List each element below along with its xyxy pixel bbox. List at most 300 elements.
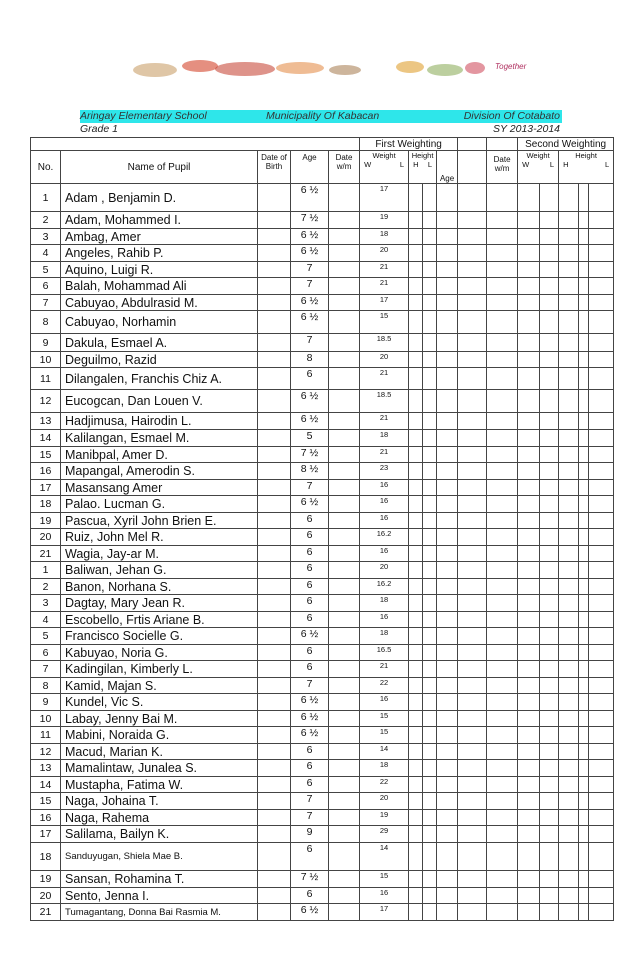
empty-cell bbox=[579, 463, 589, 480]
empty-cell bbox=[589, 513, 614, 529]
date-wm-cell bbox=[329, 711, 360, 727]
empty-cell bbox=[487, 645, 518, 661]
empty-cell bbox=[579, 595, 589, 612]
pupil-name: Cabuyao, Abdulrasid M. bbox=[61, 295, 258, 311]
empty-cell bbox=[437, 579, 458, 595]
empty-cell bbox=[437, 447, 458, 463]
date-wm-cell bbox=[329, 463, 360, 480]
empty-cell bbox=[540, 645, 559, 661]
age-cell: 6 bbox=[291, 777, 329, 793]
row-number: 19 bbox=[31, 513, 61, 529]
empty-cell bbox=[409, 184, 423, 212]
weight-cell: 21 bbox=[360, 368, 409, 390]
date-wm-cell bbox=[329, 562, 360, 579]
empty-cell bbox=[409, 368, 423, 390]
l-label-2: L bbox=[427, 160, 433, 169]
row-number: 13 bbox=[31, 413, 61, 430]
empty-cell bbox=[518, 826, 540, 843]
empty-cell bbox=[458, 334, 487, 352]
empty-cell bbox=[559, 612, 579, 628]
name-header: Name of Pupil bbox=[61, 151, 258, 184]
pupil-name: Kundel, Vic S. bbox=[61, 694, 258, 711]
empty-cell bbox=[589, 278, 614, 295]
row-number: 10 bbox=[31, 352, 61, 368]
empty-cell bbox=[540, 245, 559, 262]
weight-cell: 19 bbox=[360, 212, 409, 229]
date-wm-cell bbox=[329, 727, 360, 744]
weight-cell: 21 bbox=[360, 413, 409, 430]
empty-cell bbox=[437, 184, 458, 212]
empty-cell bbox=[518, 628, 540, 645]
empty-cell bbox=[437, 628, 458, 645]
empty-cell bbox=[487, 793, 518, 810]
table-row bbox=[31, 413, 614, 430]
pupil-name: Kadingilan, Kimberly L. bbox=[61, 661, 258, 678]
empty-cell bbox=[487, 579, 518, 595]
dob-cell bbox=[258, 480, 291, 496]
empty-cell bbox=[518, 744, 540, 760]
empty-cell bbox=[458, 888, 487, 904]
empty-cell bbox=[518, 295, 540, 311]
empty-cell bbox=[589, 628, 614, 645]
empty-cell bbox=[487, 352, 518, 368]
dob-cell bbox=[258, 262, 291, 278]
grade-label: Grade 1 bbox=[80, 123, 118, 135]
empty-cell bbox=[437, 777, 458, 793]
empty-cell bbox=[559, 496, 579, 513]
decorative-banner bbox=[125, 56, 555, 84]
empty-cell bbox=[409, 480, 423, 496]
empty-cell bbox=[458, 871, 487, 888]
empty-cell bbox=[518, 777, 540, 793]
empty-cell bbox=[559, 727, 579, 744]
table-row bbox=[31, 430, 614, 447]
empty-cell bbox=[423, 711, 437, 727]
empty-cell bbox=[437, 661, 458, 678]
weight-cell: 20 bbox=[360, 352, 409, 368]
row-number: 13 bbox=[31, 760, 61, 777]
empty-cell bbox=[409, 612, 423, 628]
empty-cell bbox=[487, 871, 518, 888]
date-wm-cell bbox=[329, 694, 360, 711]
empty-cell bbox=[437, 612, 458, 628]
empty-cell bbox=[518, 334, 540, 352]
empty-cell bbox=[540, 579, 559, 595]
age-cell: 6 ½ bbox=[291, 711, 329, 727]
empty-cell bbox=[540, 413, 559, 430]
table-row bbox=[31, 496, 614, 513]
empty-cell bbox=[559, 368, 579, 390]
empty-cell bbox=[579, 262, 589, 278]
age-header: Age bbox=[291, 151, 329, 184]
empty-cell bbox=[589, 546, 614, 562]
age-cell: 6 ½ bbox=[291, 496, 329, 513]
empty-cell bbox=[559, 430, 579, 447]
date-wm-cell bbox=[329, 678, 360, 694]
weight-label: Weight bbox=[372, 151, 396, 160]
pupil-name: Escobello, Frtis Ariane B. bbox=[61, 612, 258, 628]
empty-cell bbox=[409, 645, 423, 661]
municipality: Municipality Of Kabacan bbox=[266, 110, 380, 122]
empty-cell bbox=[518, 888, 540, 904]
empty-cell bbox=[437, 711, 458, 727]
table-row bbox=[31, 295, 614, 311]
blank-header-3 bbox=[487, 138, 518, 151]
empty-cell bbox=[518, 562, 540, 579]
weight-cell: 20 bbox=[360, 245, 409, 262]
empty-cell bbox=[409, 744, 423, 760]
dob-cell bbox=[258, 793, 291, 810]
empty-cell bbox=[559, 334, 579, 352]
pupil-name: Francisco Socielle G. bbox=[61, 628, 258, 645]
empty-cell bbox=[437, 810, 458, 826]
empty-cell bbox=[559, 871, 579, 888]
dob-cell bbox=[258, 661, 291, 678]
age-cell: 9 bbox=[291, 826, 329, 843]
empty-cell bbox=[579, 843, 589, 871]
weight-cell: 16 bbox=[360, 513, 409, 529]
pupil-name: Mapangal, Amerodin S. bbox=[61, 463, 258, 480]
weight-cell: 15 bbox=[360, 311, 409, 334]
date-wm-cell bbox=[329, 334, 360, 352]
empty-cell bbox=[409, 871, 423, 888]
table-row bbox=[31, 278, 614, 295]
dob-cell bbox=[258, 760, 291, 777]
empty-cell bbox=[579, 888, 589, 904]
empty-cell bbox=[579, 430, 589, 447]
row-number: 2 bbox=[31, 212, 61, 229]
second-weighting-header: Second Weighting bbox=[518, 138, 614, 151]
empty-cell bbox=[589, 262, 614, 278]
date-wm-cell bbox=[329, 645, 360, 661]
pupil-name: Adam , Benjamin D. bbox=[61, 184, 258, 212]
school-header bbox=[80, 110, 562, 123]
weight-cell: 18.5 bbox=[360, 334, 409, 352]
empty-cell bbox=[423, 727, 437, 744]
pupil-name: Wagia, Jay-ar M. bbox=[61, 546, 258, 562]
date-wm-cell bbox=[329, 513, 360, 529]
empty-cell bbox=[559, 546, 579, 562]
empty-cell bbox=[589, 334, 614, 352]
empty-cell bbox=[579, 529, 589, 546]
empty-cell bbox=[589, 777, 614, 793]
empty-cell bbox=[423, 295, 437, 311]
age-cell: 7 ½ bbox=[291, 212, 329, 229]
weight-cell: 14 bbox=[360, 843, 409, 871]
date-wm-cell bbox=[329, 810, 360, 826]
empty-cell bbox=[409, 496, 423, 513]
age-cell: 6 bbox=[291, 612, 329, 628]
dob-cell bbox=[258, 390, 291, 413]
empty-cell bbox=[437, 463, 458, 480]
empty-cell bbox=[423, 810, 437, 826]
date-wm-cell bbox=[329, 760, 360, 777]
weight-cell: 16 bbox=[360, 546, 409, 562]
date-wm-cell bbox=[329, 447, 360, 463]
date-wm-cell bbox=[329, 212, 360, 229]
empty-cell bbox=[423, 352, 437, 368]
table-row bbox=[31, 447, 614, 463]
pupil-name: Mamalintaw, Junalea S. bbox=[61, 760, 258, 777]
empty-cell bbox=[589, 871, 614, 888]
empty-cell bbox=[423, 447, 437, 463]
row-number: 14 bbox=[31, 430, 61, 447]
empty-cell bbox=[437, 480, 458, 496]
pupil-name: Macud, Marian K. bbox=[61, 744, 258, 760]
empty-cell bbox=[487, 463, 518, 480]
empty-cell bbox=[579, 480, 589, 496]
empty-cell bbox=[589, 430, 614, 447]
empty-cell bbox=[579, 744, 589, 760]
pupil-name: Balah, Mohammad Ali bbox=[61, 278, 258, 295]
pupil-name: Mabini, Noraida G. bbox=[61, 727, 258, 744]
empty-cell bbox=[487, 513, 518, 529]
dob-cell bbox=[258, 430, 291, 447]
empty-cell bbox=[437, 562, 458, 579]
pupil-name: Aquino, Luigi R. bbox=[61, 262, 258, 278]
weight-cell: 16.5 bbox=[360, 645, 409, 661]
age-cell: 6 ½ bbox=[291, 628, 329, 645]
empty-cell bbox=[423, 212, 437, 229]
empty-cell bbox=[437, 826, 458, 843]
row-number: 11 bbox=[31, 368, 61, 390]
empty-cell bbox=[487, 628, 518, 645]
empty-cell bbox=[559, 595, 579, 612]
empty-cell bbox=[423, 480, 437, 496]
empty-cell bbox=[589, 760, 614, 777]
empty-cell bbox=[579, 628, 589, 645]
pupil-name: Eucogcan, Dan Louen V. bbox=[61, 390, 258, 413]
empty-cell bbox=[579, 645, 589, 661]
dob-cell bbox=[258, 904, 291, 921]
height-label: Height bbox=[411, 151, 434, 160]
empty-cell bbox=[579, 612, 589, 628]
dob-cell bbox=[258, 826, 291, 843]
empty-cell bbox=[458, 826, 487, 843]
empty-cell bbox=[579, 352, 589, 368]
empty-cell bbox=[559, 793, 579, 810]
row-number: 3 bbox=[31, 229, 61, 245]
empty-cell bbox=[518, 810, 540, 826]
empty-cell bbox=[518, 760, 540, 777]
empty-cell bbox=[437, 262, 458, 278]
empty-cell bbox=[518, 447, 540, 463]
empty-cell bbox=[540, 352, 559, 368]
empty-cell bbox=[518, 529, 540, 546]
age-cell: 5 bbox=[291, 430, 329, 447]
age-cell: 7 bbox=[291, 278, 329, 295]
empty-cell bbox=[437, 368, 458, 390]
empty-cell bbox=[589, 212, 614, 229]
weight-cell: 20 bbox=[360, 562, 409, 579]
dob-cell bbox=[258, 463, 291, 480]
empty-cell bbox=[423, 262, 437, 278]
empty-cell bbox=[579, 727, 589, 744]
age-cell: 6 bbox=[291, 579, 329, 595]
empty-cell bbox=[518, 612, 540, 628]
empty-cell bbox=[540, 612, 559, 628]
empty-cell bbox=[487, 826, 518, 843]
row-number: 18 bbox=[31, 843, 61, 871]
row-number: 21 bbox=[31, 904, 61, 921]
date-wm-cell bbox=[329, 628, 360, 645]
pupil-name: Sansan, Rohamina T. bbox=[61, 871, 258, 888]
empty-cell bbox=[409, 546, 423, 562]
empty-cell bbox=[458, 727, 487, 744]
empty-cell bbox=[487, 480, 518, 496]
empty-cell bbox=[423, 760, 437, 777]
empty-cell bbox=[423, 595, 437, 612]
empty-cell bbox=[437, 760, 458, 777]
empty-cell bbox=[589, 595, 614, 612]
empty-cell bbox=[458, 480, 487, 496]
empty-cell bbox=[437, 245, 458, 262]
empty-cell bbox=[579, 311, 589, 334]
empty-cell bbox=[559, 262, 579, 278]
age-cell: 7 ½ bbox=[291, 871, 329, 888]
age-cell: 7 bbox=[291, 262, 329, 278]
empty-cell bbox=[423, 645, 437, 661]
empty-cell bbox=[423, 579, 437, 595]
empty-cell bbox=[458, 430, 487, 447]
table-row bbox=[31, 843, 614, 871]
empty-cell bbox=[579, 278, 589, 295]
weight-cell: 29 bbox=[360, 826, 409, 843]
weight-cell: 16 bbox=[360, 612, 409, 628]
empty-cell bbox=[518, 661, 540, 678]
empty-cell bbox=[559, 562, 579, 579]
empty-cell bbox=[589, 529, 614, 546]
empty-cell bbox=[579, 793, 589, 810]
weight-cell: 16.2 bbox=[360, 579, 409, 595]
empty-cell bbox=[487, 390, 518, 413]
h-label: H bbox=[413, 160, 419, 169]
empty-cell bbox=[540, 678, 559, 694]
empty-cell bbox=[458, 810, 487, 826]
row-number: 16 bbox=[31, 810, 61, 826]
dob-cell bbox=[258, 562, 291, 579]
empty-cell bbox=[518, 513, 540, 529]
banner-text: Together bbox=[495, 62, 527, 71]
age-cell: 7 bbox=[291, 334, 329, 352]
empty-cell bbox=[409, 413, 423, 430]
dob-cell bbox=[258, 311, 291, 334]
age-cell: 6 ½ bbox=[291, 311, 329, 334]
empty-cell bbox=[589, 888, 614, 904]
age-cell: 7 bbox=[291, 793, 329, 810]
row-number: 5 bbox=[31, 262, 61, 278]
table-row bbox=[31, 826, 614, 843]
empty-cell bbox=[540, 262, 559, 278]
table-row bbox=[31, 463, 614, 480]
weight-cell: 15 bbox=[360, 727, 409, 744]
empty-cell bbox=[589, 184, 614, 212]
table-row bbox=[31, 612, 614, 628]
empty-cell bbox=[487, 496, 518, 513]
weight-cell: 20 bbox=[360, 793, 409, 810]
empty-cell bbox=[589, 694, 614, 711]
table-row bbox=[31, 352, 614, 368]
w-label: W bbox=[364, 160, 372, 169]
table-row bbox=[31, 212, 614, 229]
empty-cell bbox=[518, 871, 540, 888]
row-number: 3 bbox=[31, 595, 61, 612]
empty-cell bbox=[540, 529, 559, 546]
date-wm2-header: Date w/m bbox=[487, 151, 518, 184]
pupil-name: Mustapha, Fatima W. bbox=[61, 777, 258, 793]
empty-cell bbox=[579, 390, 589, 413]
l-label: L bbox=[399, 160, 405, 169]
empty-cell bbox=[458, 612, 487, 628]
empty-cell bbox=[458, 711, 487, 727]
weight-cell: 14 bbox=[360, 744, 409, 760]
empty-cell bbox=[589, 727, 614, 744]
empty-cell bbox=[437, 888, 458, 904]
empty-cell bbox=[409, 278, 423, 295]
empty-cell bbox=[409, 562, 423, 579]
age-cell: 7 bbox=[291, 678, 329, 694]
empty-cell bbox=[540, 871, 559, 888]
dob-cell bbox=[258, 295, 291, 311]
no-header: No. bbox=[31, 151, 61, 184]
date-wm-cell bbox=[329, 184, 360, 212]
weight-sub bbox=[360, 160, 408, 169]
empty-cell bbox=[559, 212, 579, 229]
empty-cell bbox=[437, 645, 458, 661]
empty-cell bbox=[589, 463, 614, 480]
l3-label: L bbox=[604, 160, 610, 169]
row-number: 20 bbox=[31, 888, 61, 904]
empty-cell bbox=[540, 496, 559, 513]
table-row bbox=[31, 793, 614, 810]
empty-cell bbox=[589, 843, 614, 871]
age-cell: 6 ½ bbox=[291, 295, 329, 311]
empty-cell bbox=[423, 612, 437, 628]
table-row bbox=[31, 871, 614, 888]
empty-cell bbox=[540, 904, 559, 921]
empty-cell bbox=[559, 810, 579, 826]
dob-cell bbox=[258, 278, 291, 295]
empty-cell bbox=[540, 334, 559, 352]
empty-cell bbox=[589, 711, 614, 727]
empty-cell bbox=[518, 430, 540, 447]
pupil-name: Kalilangan, Esmael M. bbox=[61, 430, 258, 447]
empty-cell bbox=[487, 711, 518, 727]
age-cell: 7 bbox=[291, 810, 329, 826]
date-wm-cell bbox=[329, 245, 360, 262]
empty-cell bbox=[423, 661, 437, 678]
empty-cell bbox=[409, 579, 423, 595]
empty-cell bbox=[409, 678, 423, 694]
table-row bbox=[31, 311, 614, 334]
pupil-name: Masansang Amer bbox=[61, 480, 258, 496]
empty-cell bbox=[589, 295, 614, 311]
row-number: 6 bbox=[31, 645, 61, 661]
empty-cell bbox=[437, 793, 458, 810]
pupil-name: Salilama, Bailyn K. bbox=[61, 826, 258, 843]
empty-cell bbox=[589, 744, 614, 760]
weight-cell: 17 bbox=[360, 904, 409, 921]
empty-cell bbox=[409, 661, 423, 678]
empty-cell bbox=[540, 229, 559, 245]
empty-cell bbox=[579, 760, 589, 777]
weight2-header bbox=[518, 151, 559, 184]
empty-cell bbox=[458, 760, 487, 777]
empty-cell bbox=[423, 368, 437, 390]
age-cell: 6 bbox=[291, 744, 329, 760]
dob-cell bbox=[258, 694, 291, 711]
empty-cell bbox=[458, 661, 487, 678]
